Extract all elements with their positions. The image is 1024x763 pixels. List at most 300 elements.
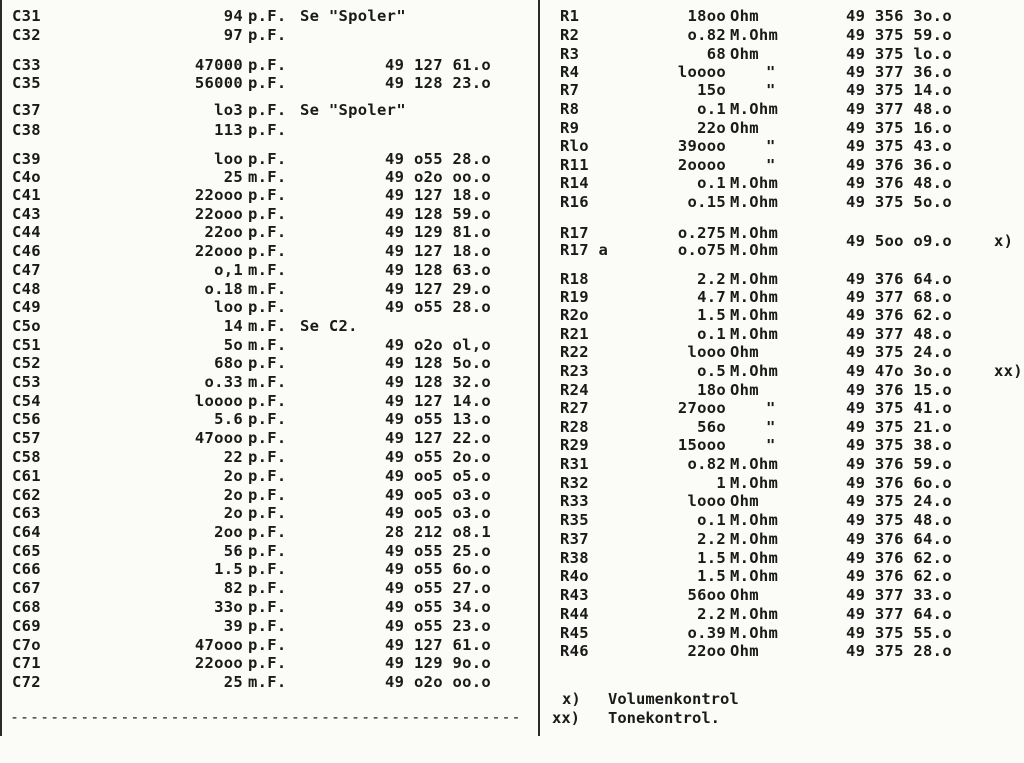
resistor-value: 2.2 — [697, 530, 726, 548]
resistor-unit: Ohm — [730, 45, 759, 63]
capacitor-unit: p.F. — [248, 410, 287, 428]
capacitor-value: 14 — [223, 317, 243, 335]
capacitor-ref: C68 — [12, 598, 41, 616]
capacitor-unit: p.F. — [248, 205, 287, 223]
capacitor-value: 94 — [223, 7, 243, 25]
resistor-unit: Ohm — [730, 586, 759, 604]
resistor-value: 15ooo — [677, 436, 726, 454]
capacitor-unit: m.F. — [248, 673, 287, 691]
capacitor-unit: p.F. — [248, 242, 287, 260]
resistor-unit: M.Ohm — [730, 325, 779, 343]
table-row — [0, 56, 536, 74]
resistor-unit: M.Ohm — [730, 100, 779, 118]
part-number: 49 129 9o.o — [385, 654, 491, 672]
capacitor-unit: m.F. — [248, 336, 287, 354]
part-number: 49 376 36.o — [846, 156, 952, 174]
capacitor-value: loooo — [194, 392, 243, 410]
capacitor-ref: C39 — [12, 150, 41, 168]
resistor-unit: M.Ohm — [730, 511, 779, 529]
resistor-unit: M.Ohm — [730, 624, 779, 642]
table-row — [0, 186, 536, 204]
resistor-unit: M.Ohm — [730, 455, 779, 473]
capacitor-value: lo3 — [214, 101, 243, 119]
capacitor-ref: C58 — [12, 448, 41, 466]
table-row — [0, 486, 536, 504]
table-row — [0, 598, 536, 616]
table-row — [540, 530, 1024, 548]
capacitor-ref: C4o — [12, 168, 41, 186]
capacitor-value: o.18 — [204, 280, 243, 298]
table-row — [0, 101, 536, 119]
table-row — [540, 642, 1024, 660]
footnote-tone — [552, 709, 720, 763]
part-number: 49 377 48.o — [846, 325, 952, 343]
table-row — [0, 242, 536, 260]
resistor-value: 2oooo — [677, 156, 726, 174]
resistor-ref: R11 — [560, 156, 589, 174]
part-number: 49 375 48.o — [846, 511, 952, 529]
table-row — [0, 7, 536, 25]
capacitor-ref: C47 — [12, 261, 41, 279]
capacitor-ref: C7o — [12, 636, 41, 654]
capacitor-value: 2o — [223, 486, 243, 504]
resistor-ref: R29 — [560, 436, 589, 454]
part-number: 49 127 14.o — [385, 392, 491, 410]
capacitor-value: 2o — [223, 504, 243, 522]
part-number: 49 47o 3o.o — [846, 362, 952, 380]
table-row — [540, 418, 1024, 436]
resistor-ref: R38 — [560, 549, 589, 567]
part-number: 49 377 48.o — [846, 100, 952, 118]
resistor-unit: Ohm — [730, 492, 759, 510]
table-row — [0, 280, 536, 298]
capacitor-value: 2oo — [214, 523, 243, 541]
part-number: 49 o55 23.o — [385, 617, 491, 635]
table-row — [540, 605, 1024, 623]
capacitor-value: 22ooo — [194, 205, 243, 223]
capacitor-unit: p.F. — [248, 392, 287, 410]
capacitor-value: 97 — [223, 26, 243, 44]
resistor-ref: Rlo — [560, 137, 589, 155]
resistor-ref: R2 — [560, 26, 580, 44]
table-row — [540, 436, 1024, 454]
part-number: 49 127 29.o — [385, 280, 491, 298]
table-row — [0, 617, 536, 635]
capacitor-unit: p.F. — [248, 150, 287, 168]
resistor-value: 15o — [697, 81, 726, 99]
capacitor-ref: C41 — [12, 186, 41, 204]
part-number: 49 129 81.o — [385, 223, 491, 241]
capacitor-value: 22oo — [204, 223, 243, 241]
capacitor-ref: C56 — [12, 410, 41, 428]
part-number: 49 128 63.o — [385, 261, 491, 279]
resistor-value: 1.5 — [697, 549, 726, 567]
part-number: 49 375 14.o — [846, 81, 952, 99]
resistor-unit: Ohm — [730, 642, 759, 660]
capacitor-ref: C71 — [12, 654, 41, 672]
capacitor-value: 22ooo — [194, 654, 243, 672]
resistor-value: looo — [687, 492, 726, 510]
resistor-unit: " — [766, 399, 776, 417]
resistor-unit: M.Ohm — [730, 174, 779, 192]
table-row — [540, 174, 1024, 192]
resistor-list — [540, 0, 1024, 736]
capacitor-unit: p.F. — [248, 429, 287, 447]
resistor-ref: R35 — [560, 511, 589, 529]
capacitor-value: loo — [214, 298, 243, 316]
part-number: 49 376 48.o — [846, 174, 952, 192]
capacitor-ref: C64 — [12, 523, 41, 541]
table-row — [540, 586, 1024, 604]
capacitor-value: 68o — [214, 354, 243, 372]
capacitor-note: Se "Spoler" — [300, 7, 406, 25]
part-number: 49 375 16.o — [846, 119, 952, 137]
footnote-text: Volumenkontrol — [608, 690, 739, 708]
capacitor-value: 33o — [214, 598, 243, 616]
capacitor-unit: p.F. — [248, 504, 287, 522]
part-number: 49 376 62.o — [846, 567, 952, 585]
capacitor-ref: C67 — [12, 579, 41, 597]
resistor-ref: R18 — [560, 270, 589, 288]
table-row — [0, 504, 536, 522]
part-number: 49 375 24.o — [846, 492, 952, 510]
remark-flag: xx) — [994, 362, 1023, 380]
capacitor-ref: C32 — [12, 26, 41, 44]
capacitor-ref: C48 — [12, 280, 41, 298]
capacitor-value: 2o — [223, 467, 243, 485]
footnote-mark: x) — [562, 690, 581, 708]
capacitor-unit: p.F. — [248, 486, 287, 504]
part-number: 49 o55 28.o — [385, 150, 491, 168]
part-number: 49 127 22.o — [385, 429, 491, 447]
resistor-unit: " — [766, 436, 776, 454]
table-row — [540, 288, 1024, 306]
resistor-unit: " — [766, 156, 776, 174]
capacitor-value: o.33 — [204, 373, 243, 391]
resistor-unit: M.Ohm — [730, 26, 779, 44]
part-number: 49 o55 2o.o — [385, 448, 491, 466]
resistor-ref: R31 — [560, 455, 589, 473]
capacitor-unit: p.F. — [248, 467, 287, 485]
resistor-ref: R23 — [560, 362, 589, 380]
resistor-value: o.39 — [687, 624, 726, 642]
table-row — [0, 373, 536, 391]
table-row — [540, 325, 1024, 343]
table-row — [0, 336, 536, 354]
resistor-ref: R16 — [560, 193, 589, 211]
part-number: 49 377 64.o — [846, 605, 952, 623]
part-number: 49 128 5o.o — [385, 354, 491, 372]
table-row — [540, 511, 1024, 529]
capacitor-ref: C52 — [12, 354, 41, 372]
table-row — [0, 150, 536, 168]
table-row — [540, 45, 1024, 63]
table-row — [0, 223, 536, 241]
table-row — [0, 560, 536, 578]
table-row — [0, 429, 536, 447]
resistor-value: 18o — [697, 381, 726, 399]
table-row — [540, 381, 1024, 399]
part-number: 49 127 18.o — [385, 186, 491, 204]
resistor-unit: M.Ohm — [730, 362, 779, 380]
capacitor-unit: p.F. — [248, 298, 287, 316]
part-number: 49 127 61.o — [385, 56, 491, 74]
capacitor-value: 22 — [223, 448, 243, 466]
capacitor-ref: C38 — [12, 121, 41, 139]
capacitor-unit: p.F. — [248, 636, 287, 654]
table-row — [540, 455, 1024, 473]
resistor-value: 1.5 — [697, 567, 726, 585]
resistor-ref: R28 — [560, 418, 589, 436]
resistor-ref: R33 — [560, 492, 589, 510]
capacitor-unit: p.F. — [248, 101, 287, 119]
capacitor-unit: m.F. — [248, 373, 287, 391]
part-number: 49 376 62.o — [846, 549, 952, 567]
resistor-ref: R9 — [560, 119, 580, 137]
part-number: 49 oo5 o3.o — [385, 486, 491, 504]
part-number: 49 oo5 o3.o — [385, 504, 491, 522]
capacitor-unit: p.F. — [248, 598, 287, 616]
capacitor-value: o,1 — [214, 261, 243, 279]
table-row — [0, 26, 536, 44]
part-number: 49 375 21.o — [846, 418, 952, 436]
resistor-ref: R32 — [560, 474, 589, 492]
part-number: 49 o55 28.o — [385, 298, 491, 316]
part-number: 49 356 3o.o — [846, 7, 952, 25]
resistor-value: 56oo — [687, 586, 726, 604]
resistor-ref: R8 — [560, 100, 580, 118]
table-row — [540, 7, 1024, 25]
capacitor-value: 5.6 — [214, 410, 243, 428]
table-row — [540, 193, 1024, 211]
capacitor-ref: C51 — [12, 336, 41, 354]
resistor-unit: " — [766, 63, 776, 81]
table-row — [0, 205, 536, 223]
resistor-value: o.1 — [697, 100, 726, 118]
resistor-unit: M.Ohm — [730, 288, 779, 306]
resistor-ref: R44 — [560, 605, 589, 623]
part-number: 49 377 36.o — [846, 63, 952, 81]
table-row — [0, 448, 536, 466]
part-number: 49 375 28.o — [846, 642, 952, 660]
part-number: 49 375 59.o — [846, 26, 952, 44]
table-row — [0, 168, 536, 186]
capacitor-ref: C57 — [12, 429, 41, 447]
resistor-unit: M.Ohm — [730, 270, 779, 288]
part-number: 49 376 64.o — [846, 270, 952, 288]
capacitor-unit: p.F. — [248, 523, 287, 541]
resistor-value: 22o — [697, 119, 726, 137]
table-row — [0, 410, 536, 428]
part-number: 49 5oo o9.o — [846, 232, 952, 250]
resistor-unit: M.Ohm — [730, 474, 779, 492]
resistor-value: o.o75 — [677, 241, 726, 259]
resistor-value: loooo — [677, 63, 726, 81]
resistor-value: o.1 — [697, 511, 726, 529]
table-row — [540, 492, 1024, 510]
part-number: 49 377 68.o — [846, 288, 952, 306]
resistor-ref: R43 — [560, 586, 589, 604]
part-number: 49 o55 25.o — [385, 542, 491, 560]
part-number: 49 127 18.o — [385, 242, 491, 260]
capacitor-ref: C72 — [12, 673, 41, 691]
resistor-value: 27ooo — [677, 399, 726, 417]
part-number: 49 376 62.o — [846, 306, 952, 324]
resistor-value: o.1 — [697, 174, 726, 192]
table-row — [0, 354, 536, 372]
capacitor-ref: C5o — [12, 317, 41, 335]
resistor-unit: M.Ohm — [730, 241, 779, 259]
resistor-value: looo — [687, 343, 726, 361]
resistor-ref: R45 — [560, 624, 589, 642]
table-row — [0, 673, 536, 691]
part-number: 49 375 5o.o — [846, 193, 952, 211]
resistor-ref: R17 a — [560, 241, 609, 259]
table-row — [0, 467, 536, 485]
resistor-unit: M.Ohm — [730, 549, 779, 567]
capacitor-ref: C54 — [12, 392, 41, 410]
capacitor-value: 22ooo — [194, 186, 243, 204]
table-row — [540, 119, 1024, 137]
resistor-ref: R24 — [560, 381, 589, 399]
part-number: 49 375 lo.o — [846, 45, 952, 63]
part-number: 49 375 24.o — [846, 343, 952, 361]
part-number: 49 o55 27.o — [385, 579, 491, 597]
resistor-value: 4.7 — [697, 288, 726, 306]
capacitor-unit: p.F. — [248, 26, 287, 44]
table-row — [0, 523, 536, 541]
capacitor-unit: p.F. — [248, 354, 287, 372]
capacitor-ref: C31 — [12, 7, 41, 25]
part-number: 49 o55 6o.o — [385, 560, 491, 578]
capacitor-value: 56 — [223, 542, 243, 560]
capacitor-value: 47ooo — [194, 429, 243, 447]
table-row — [0, 317, 536, 335]
capacitor-unit: m.F. — [248, 261, 287, 279]
capacitor-unit: m.F. — [248, 280, 287, 298]
table-row — [0, 636, 536, 654]
capacitor-unit: p.F. — [248, 56, 287, 74]
capacitor-ref: C69 — [12, 617, 41, 635]
table-row — [540, 63, 1024, 81]
table-row — [540, 81, 1024, 99]
resistor-value: o.275 — [677, 224, 726, 242]
capacitor-ref: C53 — [12, 373, 41, 391]
part-number: 49 127 61.o — [385, 636, 491, 654]
table-row — [0, 261, 536, 279]
resistor-unit: Ohm — [730, 343, 759, 361]
capacitor-ref: C61 — [12, 467, 41, 485]
part-number: 49 376 64.o — [846, 530, 952, 548]
resistor-unit: M.Ohm — [730, 306, 779, 324]
capacitor-ref: C49 — [12, 298, 41, 316]
remark-flag: x) — [994, 232, 1014, 250]
capacitor-ref: C43 — [12, 205, 41, 223]
table-row — [0, 74, 536, 92]
resistor-unit: " — [766, 418, 776, 436]
part-number: 49 375 43.o — [846, 137, 952, 155]
table-row — [0, 121, 536, 139]
capacitor-unit: p.F. — [248, 223, 287, 241]
capacitor-ref: C62 — [12, 486, 41, 504]
resistor-value: 22oo — [687, 642, 726, 660]
capacitor-value: 25 — [223, 673, 243, 691]
capacitor-unit: p.F. — [248, 7, 287, 25]
resistor-value: 56o — [697, 418, 726, 436]
resistor-unit: M.Ohm — [730, 530, 779, 548]
capacitor-unit: p.F. — [248, 617, 287, 635]
resistor-ref: R19 — [560, 288, 589, 306]
part-number: 28 212 o8.1 — [385, 523, 491, 541]
capacitor-unit: p.F. — [248, 560, 287, 578]
capacitor-unit: p.F. — [248, 121, 287, 139]
table-row — [540, 624, 1024, 642]
resistor-value: 18oo — [687, 7, 726, 25]
part-number: 49 128 32.o — [385, 373, 491, 391]
table-row — [540, 399, 1024, 417]
resistor-unit: " — [766, 137, 776, 155]
table-row — [540, 100, 1024, 118]
table-row — [540, 474, 1024, 492]
capacitor-ref: C66 — [12, 560, 41, 578]
capacitor-value: 5o — [223, 336, 243, 354]
resistor-ref: R2o — [560, 306, 589, 324]
capacitor-ref: C33 — [12, 56, 41, 74]
resistor-unit: Ohm — [730, 119, 759, 137]
table-row — [540, 567, 1024, 585]
table-row — [540, 137, 1024, 155]
resistor-value: o.82 — [687, 26, 726, 44]
part-number: 49 oo5 o5.o — [385, 467, 491, 485]
table-row — [0, 579, 536, 597]
capacitor-value: 22ooo — [194, 242, 243, 260]
capacitor-note: Se "Spoler" — [300, 101, 406, 119]
capacitor-unit: m.F. — [248, 168, 287, 186]
footnote-mark: xx) — [552, 709, 580, 727]
resistor-unit: M.Ohm — [730, 605, 779, 623]
table-row — [0, 392, 536, 410]
resistor-unit: " — [766, 81, 776, 99]
capacitor-ref: C44 — [12, 223, 41, 241]
capacitor-value: 56000 — [194, 74, 243, 92]
capacitor-value: 82 — [223, 579, 243, 597]
capacitor-unit: p.F. — [248, 74, 287, 92]
part-number: 49 376 6o.o — [846, 474, 952, 492]
resistor-unit: M.Ohm — [730, 224, 779, 242]
resistor-unit: M.Ohm — [730, 567, 779, 585]
dashed-divider: --------------------------------------------------- — [10, 708, 522, 726]
table-row — [540, 156, 1024, 174]
part-number: 49 o55 34.o — [385, 598, 491, 616]
capacitor-unit: m.F. — [248, 317, 287, 335]
resistor-ref: R37 — [560, 530, 589, 548]
capacitor-value: 113 — [214, 121, 243, 139]
capacitor-unit: p.F. — [248, 542, 287, 560]
part-number: 49 375 41.o — [846, 399, 952, 417]
part-number: 49 375 55.o — [846, 624, 952, 642]
resistor-ref: R22 — [560, 343, 589, 361]
capacitor-ref: C35 — [12, 74, 41, 92]
capacitor-unit: p.F. — [248, 448, 287, 466]
capacitor-value: 47000 — [194, 56, 243, 74]
table-row — [540, 343, 1024, 361]
capacitor-ref: C46 — [12, 242, 41, 260]
table-row — [540, 306, 1024, 324]
resistor-value: o.1 — [697, 325, 726, 343]
capacitor-value: 47ooo — [194, 636, 243, 654]
part-number: 49 128 23.o — [385, 74, 491, 92]
part-number: 49 377 33.o — [846, 586, 952, 604]
